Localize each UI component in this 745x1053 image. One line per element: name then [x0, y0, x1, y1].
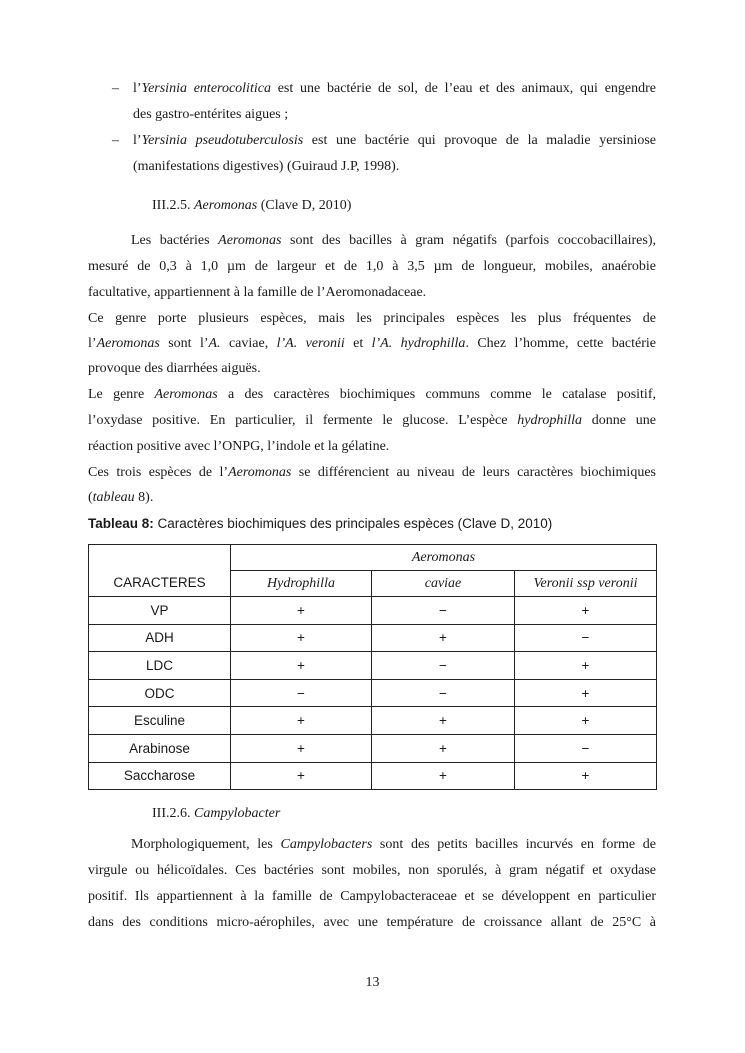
table-cell: + [372, 624, 515, 652]
paragraph-3-line-1: Le genre Aeromonas a des caractères biochimiques communs comme le catalase positif, [88, 387, 656, 402]
paragraph-4-line-1: Ces trois espèces de l’Aeromonas se différencient au niveau de leurs caractères biochimiques [88, 465, 656, 480]
table-cell: + [231, 624, 372, 652]
bullet-1-line-1: l’Yersinia enterocolitica est une bactérie de sol, de l’eau et des animaux, qui engendre [133, 81, 656, 96]
table-cell: − [231, 679, 372, 707]
table-row [89, 652, 657, 680]
table-cell: + [231, 597, 372, 625]
table-cell: − [515, 734, 657, 762]
table-cell: − [515, 624, 657, 652]
bullet-2-line-1: l’Yersinia pseudotuberculosis est une bactérie qui provoque de la maladie yersiniose [133, 133, 656, 148]
table-row-label: Saccharose [89, 762, 231, 790]
table-row [89, 679, 657, 707]
bullet-dash: – [112, 81, 119, 96]
table-row [89, 734, 657, 762]
section-heading-aeromonas: III.2.5. Aeromonas (Clave D, 2010) [152, 198, 352, 213]
paragraph-5-line-4: dans des conditions micro-aérophiles, avec une température de croissance allant de 25°C à [88, 915, 656, 930]
paragraph-1-line-2: mesuré de 0,3 à 1,0 µm de largeur et de 1,0 à 3,5 µm de longueur, mobiles, anaérobie [88, 259, 656, 274]
table-cell: + [515, 652, 657, 680]
table-corner-header: CARACTERES [89, 545, 231, 597]
table-species-header: caviae [372, 571, 515, 597]
paragraph-5-line-2: virgule ou hélicoïdales. Ces bactéries sont mobiles, non sporulés, à gram négatif et oxydase [88, 863, 656, 878]
table-row-label: ODC [89, 679, 231, 707]
table-cell: + [231, 652, 372, 680]
table-cell: − [372, 679, 515, 707]
table-group-header: Aeromonas [231, 545, 657, 571]
table-cell: + [372, 707, 515, 735]
table-row-label: Esculine [89, 707, 231, 735]
table-row-label: VP [89, 597, 231, 625]
table-cell: + [372, 762, 515, 790]
table-cell: + [231, 707, 372, 735]
table-row-label: LDC [89, 652, 231, 680]
paragraph-3-line-3: réaction positive avec l’ONPG, l’indole et la gélatine. [88, 439, 390, 454]
paragraph-2-line-2: l’Aeromonas sont l’A. caviae, l’A. veronii et l’A. hydrophilla. Chez l’homme, cette bactérie [88, 336, 657, 351]
table-cell: − [372, 652, 515, 680]
paragraph-3-line-2: l’oxydase positive. En particulier, il fermente le glucose. L’espèce hydrophilla donne une [88, 413, 656, 428]
table-cell: + [231, 734, 372, 762]
bullet-1-line-2: des gastro-entérites aigues ; [133, 107, 289, 122]
table-cell: + [515, 597, 657, 625]
species-name: Yersinia pseudotuberculosis [141, 133, 304, 148]
table-caption: Tableau 8: Caractères biochimiques des principales espèces (Clave D, 2010) [88, 516, 553, 531]
table-row [89, 707, 657, 735]
table-species-header: Veronii ssp veronii [515, 571, 657, 597]
table-cell: + [515, 707, 657, 735]
paragraph-1-line-3: facultative, appartiennent à la famille de l’Aeromonadaceae. [88, 285, 427, 300]
table-species-header: Hydrophilla [231, 571, 372, 597]
bullet-dash: – [112, 133, 119, 148]
table-row-label: Arabinose [89, 734, 231, 762]
table-cell: + [515, 762, 657, 790]
table-row [89, 762, 657, 790]
paragraph-2-line-1: Ce genre porte plusieurs espèces, mais les principales espèces les plus fréquentes de [88, 311, 656, 326]
table-row-label: ADH [89, 624, 231, 652]
paragraph-1-line-1: Les bactéries Aeromonas sont des bacilles à gram négatifs (parfois coccobacillaires), [131, 233, 657, 248]
table-cell: + [231, 762, 372, 790]
paragraph-5-line-1: Morphologiquement, les Campylobacters sont des petits bacilles incurvés en forme de [131, 837, 657, 852]
species-name: Yersinia enterocolitica [141, 81, 271, 96]
table-cell: − [372, 597, 515, 625]
biochemical-table [88, 544, 657, 790]
table-cell: + [372, 734, 515, 762]
page-number: 13 [365, 975, 380, 990]
table-cell: + [515, 679, 657, 707]
paragraph-5-line-3: positif. Ils appartiennent à la famille de Campylobacteraceae et se développent en particulier [88, 889, 656, 904]
paragraph-4-line-2: (tableau 8). [88, 490, 154, 505]
table-row [89, 624, 657, 652]
paragraph-2-line-3: provoque des diarrhées aiguës. [88, 361, 261, 376]
table-row [89, 597, 657, 625]
bullet-2-line-2: (manifestations digestives) (Guiraud J.P, 1998). [133, 159, 400, 174]
section-heading-campylobacter: III.2.6. Campylobacter [152, 806, 281, 821]
